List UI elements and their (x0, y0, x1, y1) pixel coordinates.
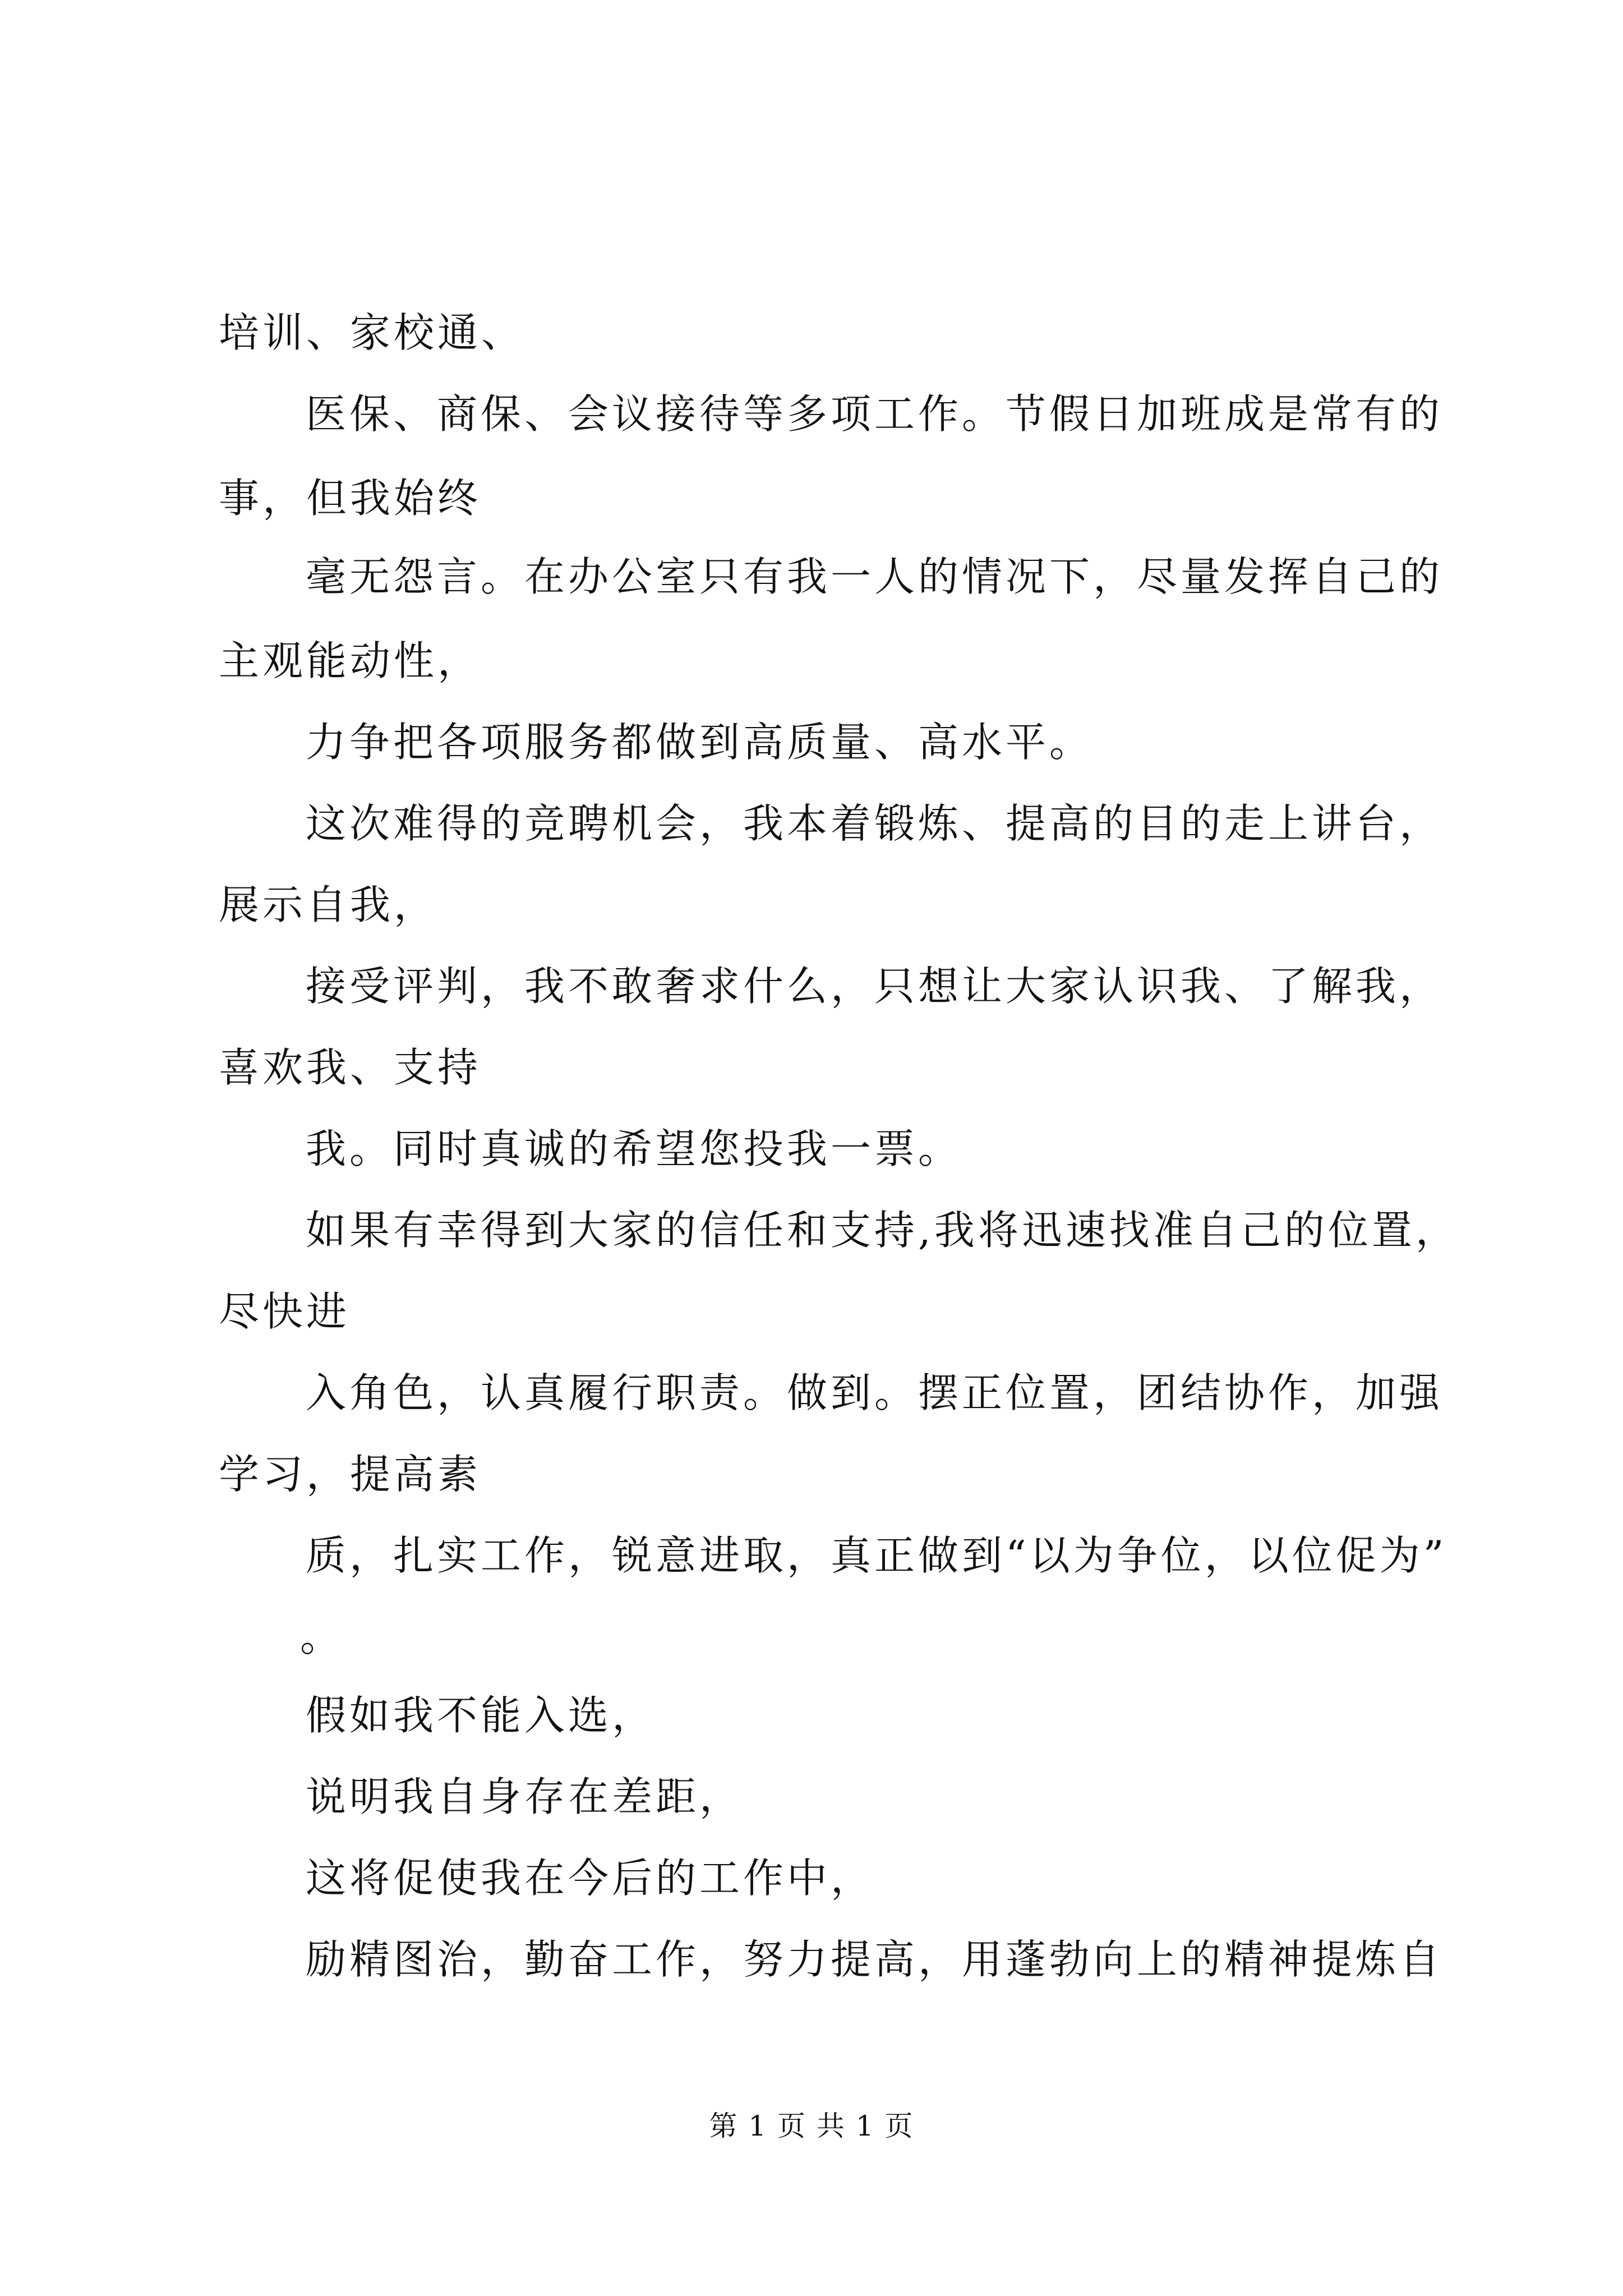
text-line: 事，但我始终 (219, 475, 482, 522)
text-line: 。 (300, 1613, 344, 1660)
text-line: 接受评判，我不敢奢求什么，只想让大家认识我、了解我， (306, 963, 1444, 1010)
text-line: 学习，提高素 (219, 1451, 482, 1498)
text-line: 励精图治，勤奋工作，努力提高，用蓬勃向上的精神提炼自 (306, 1936, 1444, 1983)
text-line: 毫无怨言。在办公室只有我一人的情况下，尽量发挥自己的 (306, 553, 1444, 600)
text-line: 喜欢我、支持 (219, 1044, 482, 1091)
text-line: 入角色，认真履行职责。做到。摆正位置，团结协作，加强 (306, 1369, 1444, 1416)
text-line: 假如我不能入选， (306, 1692, 656, 1739)
text-line: 展示自我， (219, 881, 438, 928)
text-line: 尽快进 (219, 1288, 351, 1335)
text-line: 质，扎实工作，锐意进取，真正做到“以为争位，以位促为” (306, 1532, 1447, 1579)
text-line: 这将促使我在今后的工作中， (306, 1855, 875, 1902)
text-line: 说明我自身存在差距， (306, 1773, 744, 1820)
text-line: 我。同时真诚的希望您投我一票。 (306, 1125, 962, 1172)
text-line: 医保、商保、会议接待等多项工作。节假日加班成是常有的 (306, 390, 1444, 438)
text-line: 如果有幸得到大家的信任和支持,我将迅速找准自己的位置， (306, 1207, 1459, 1254)
text-line: 主观能动性， (219, 637, 482, 684)
text-line: 力争把各项服务都做到高质量、高水平。 (306, 719, 1094, 766)
page-number-footer: 第 1 页 共 1 页 (709, 2110, 914, 2142)
text-line: 这次难得的竞聘机会，我本着锻炼、提高的目的走上讲台， (306, 800, 1444, 847)
text-line: 培训、家校通、 (219, 309, 525, 356)
